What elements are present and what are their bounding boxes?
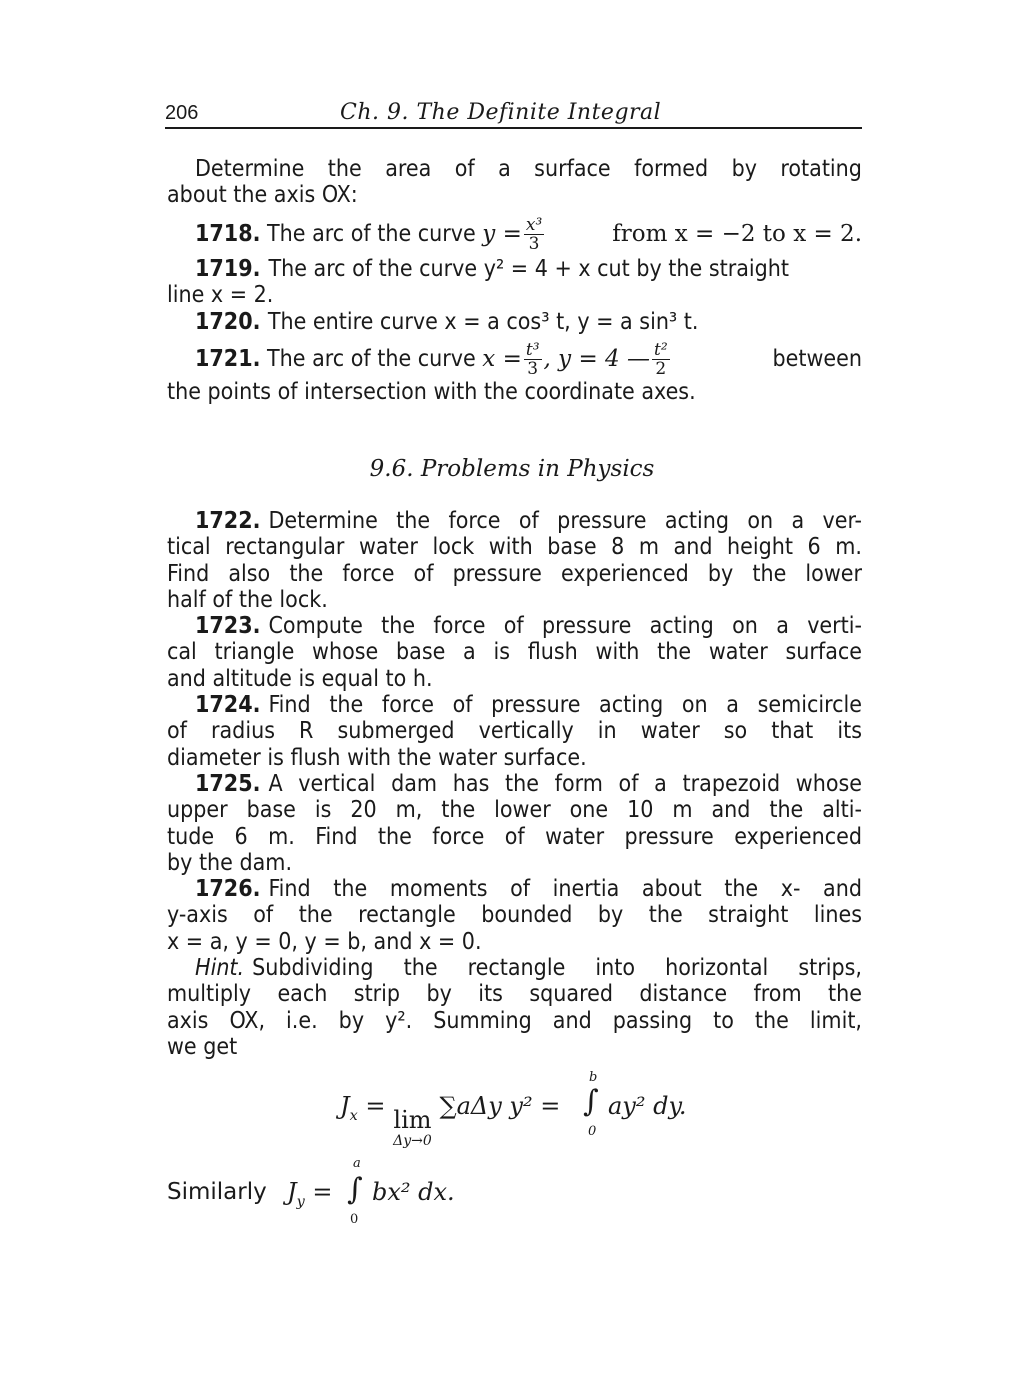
problem-number: 1725. [195,770,261,797]
problem-text: line x = 2. [167,282,274,309]
problem-text: and altitude is equal to h. [167,665,433,692]
integral-lower-limit: 0 [350,1212,359,1227]
intro-block [167,156,862,209]
problem-text: Determine the force of pressure acting on a ver- [268,508,862,534]
fraction [524,341,542,378]
equation-jx [340,1070,740,1149]
problem-number: 1721. [195,345,261,372]
math: = [312,1178,333,1206]
word: a [498,156,511,182]
problem-1723-line-1 [167,613,862,639]
problem-text: between [772,345,862,372]
problem-number: 1722. [195,508,261,534]
hint-text: Subdividing the rectangle into horizontal strips, [252,955,862,982]
word: the [327,156,362,182]
math: ay² dy. [608,1092,687,1120]
math-subscript: y [296,1193,305,1210]
problem-1718-line [167,214,862,254]
fraction [524,216,544,253]
equation-jy [167,1150,567,1240]
problem-1719-line-1 [167,256,862,282]
word: surface [534,156,611,182]
math-subscript: x [349,1107,358,1124]
math: y = [482,220,522,247]
problem-1719-line-2 [167,282,862,308]
limit-label: lim [393,1106,432,1134]
problem-text: tude 6 m. Find the force of water pressure experienced [167,823,862,850]
hint-label: Hint. [195,955,245,982]
intro-text: about the axis OX: [167,182,358,209]
hint-text: axis OX, i.e. by y². Summing and passing to the limit, [167,1007,862,1034]
math: J [340,1092,350,1120]
math: bx² dx. [372,1178,455,1206]
intro-line-2 [167,182,862,208]
sum-sign: ∑ [439,1092,457,1120]
problem-text: the points of intersection with the coordinate axes. [167,379,696,405]
problem-1724-line-1 [167,692,862,718]
problem-number: 1726. [195,876,261,903]
problem-1721 [167,339,862,405]
problem-text: half of the lock. [167,586,328,613]
physics-problems [167,508,862,1060]
problem-number: 1724. [195,692,261,719]
problem-1720-line [167,309,862,335]
section-title: 9.6. Problems in Physics [369,456,655,482]
problem-text: Find the force of pressure acting on a semicircle [268,692,862,719]
problem-text: y-axis of the rectangle bounded by the straight lines [167,902,862,929]
word: of [454,156,475,182]
fraction [652,341,670,378]
problem-text: upper base is 20 m, the lower one 10 m and the alti- [167,797,862,824]
problem-text: cal triangle whose base a is flush with the water surface [167,639,862,666]
problem-1719 [167,256,862,309]
problem-number: 1723. [195,613,261,640]
intro-line-1 [167,156,862,182]
problem-1718 [167,214,862,254]
header-rule [165,127,862,129]
problem-text: of radius R submerged vertically in water so that its [167,718,862,745]
math: J [287,1178,297,1206]
problem-1722-line-1 [167,508,862,534]
running-head: Ch. 9. The Definite Integral [340,100,662,125]
problem-text: The arc of the curve y² = 4 + x cut by the straight [268,256,790,282]
problem-1721-line-2 [167,379,862,405]
integral-sign: ∫ [347,1172,363,1207]
page-number: 206 [165,102,199,124]
denominator: 2 [655,358,667,379]
problem-text: The entire curve x = a cos³ t, y = a sin³ t. [267,309,699,335]
problem-text: x = a, y = 0, y = b, and x = 0. [167,928,482,955]
denominator: 3 [528,233,540,254]
problem-number: 1720. [195,309,261,335]
problem-text: Find the moments of inertia about the x- and [268,876,862,903]
problem-text: Compute the force of pressure acting on a verti- [268,613,862,640]
word: Determine [195,156,305,182]
hint-line-1 [167,955,862,981]
problem-text: A vertical dam has the form of a trapezoid whose [268,770,862,797]
problem-text: Find also the force of pressure experienced by the lower [167,560,862,587]
numerator: t² [653,339,668,360]
limit-subscript: Δy→0 [393,1133,432,1149]
limit [393,1106,432,1148]
equation-prefix: Similarly [167,1179,267,1205]
problem-text: tical rectangular water lock with base 8 m and height 6 m. [167,534,862,561]
problem-1725-line-1 [167,771,862,797]
word: rotating [780,156,862,182]
hint-text: we get [167,1033,238,1060]
math: = [365,1092,386,1120]
integral-upper-limit: b [589,1070,598,1085]
word: area [385,156,432,182]
hint-text: multiply each strip by its squared distance from the [167,981,862,1008]
problem-1721-line-1 [167,339,862,379]
word: by [731,156,757,182]
problem-number: 1718. [195,220,261,247]
numerator: t³ [525,339,540,360]
numerator: x³ [525,214,543,235]
problem-text: by the dam. [167,849,293,876]
problem-1726-line-1 [167,876,862,902]
integral-upper-limit: a [353,1156,361,1171]
integral-lower-limit: 0 [588,1124,597,1139]
problem-text: The arc of the curve [267,220,476,247]
math: , y = 4 — [543,345,650,372]
problem-text: diameter is flush with the water surface. [167,744,587,771]
problem-text: from x = −2 to x = 2. [612,220,862,247]
word: formed [634,156,709,182]
math: x = [482,345,522,372]
problem-text: The arc of the curve [267,345,476,372]
problem-1720 [167,309,862,335]
math: aΔy y² = [456,1092,561,1120]
integral-sign: ∫ [583,1084,599,1119]
problem-number: 1719. [195,256,261,282]
denominator: 3 [527,358,539,379]
